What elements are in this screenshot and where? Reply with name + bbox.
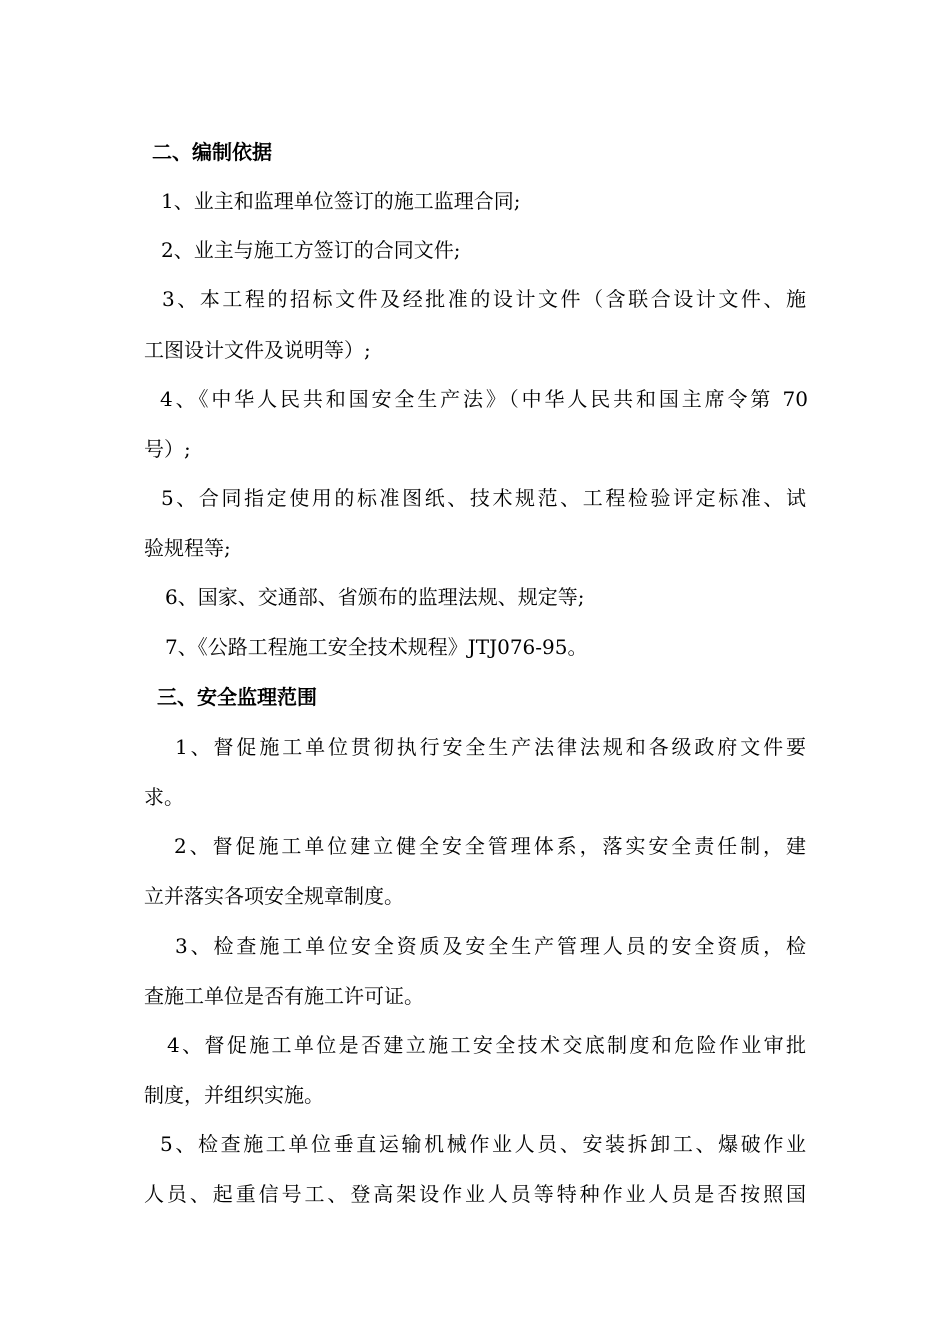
scope-item-4-cont: 制度，并组织实施。	[144, 1083, 324, 1107]
basis-item-3: 3、本工程的招标文件及经批准的设计文件（含联合设计文件、施	[162, 287, 806, 311]
scope-item-1-cont: 求。	[144, 785, 184, 809]
basis-item-3-cont: 工图设计文件及说明等）;	[144, 338, 371, 362]
basis-item-4: 4、《中华人民共和国安全生产法》（中华人民共和国主席令第 70	[160, 387, 808, 411]
scope-item-5: 5、检查施工单位垂直运输机械作业人员、安装拆卸工、爆破作业	[160, 1132, 806, 1156]
scope-item-3-cont: 查施工单位是否有施工许可证。	[144, 984, 424, 1008]
basis-item-1: 1、业主和监理单位签订的施工监理合同;	[161, 189, 521, 213]
scope-item-2: 2、督促施工单位建立健全安全管理体系，落实安全责任制，建	[174, 834, 806, 858]
basis-item-4-cont: 号）;	[144, 437, 191, 461]
scope-item-2-cont: 立并落实各项安全规章制度。	[144, 884, 404, 908]
scope-item-1: 1、督促施工单位贯彻执行安全生产法律法规和各级政府文件要	[175, 735, 806, 759]
basis-item-6: 6、国家、交通部、省颁布的监理法规、规定等;	[165, 585, 585, 609]
section-heading-scope: 三、安全监理范围	[157, 685, 317, 709]
scope-item-4: 4、督促施工单位是否建立施工安全技术交底制度和危险作业审批	[167, 1033, 806, 1057]
scope-item-5-cont: 人员、起重信号工、登高架设作业人员等特种作业人员是否按照国	[144, 1182, 806, 1206]
section-heading-basis: 二、编制依据	[152, 140, 272, 164]
basis-item-5: 5、合同指定使用的标准图纸、技术规范、工程检验评定标准、试	[161, 486, 806, 510]
basis-item-7: 7、《公路工程施工安全技术规程》JTJ076-95。	[165, 635, 588, 659]
scope-item-3: 3、检查施工单位安全资质及安全生产管理人员的安全资质，检	[175, 934, 806, 958]
basis-item-2: 2、业主与施工方签订的合同文件;	[161, 238, 461, 262]
basis-item-5-cont: 验规程等;	[144, 536, 231, 560]
